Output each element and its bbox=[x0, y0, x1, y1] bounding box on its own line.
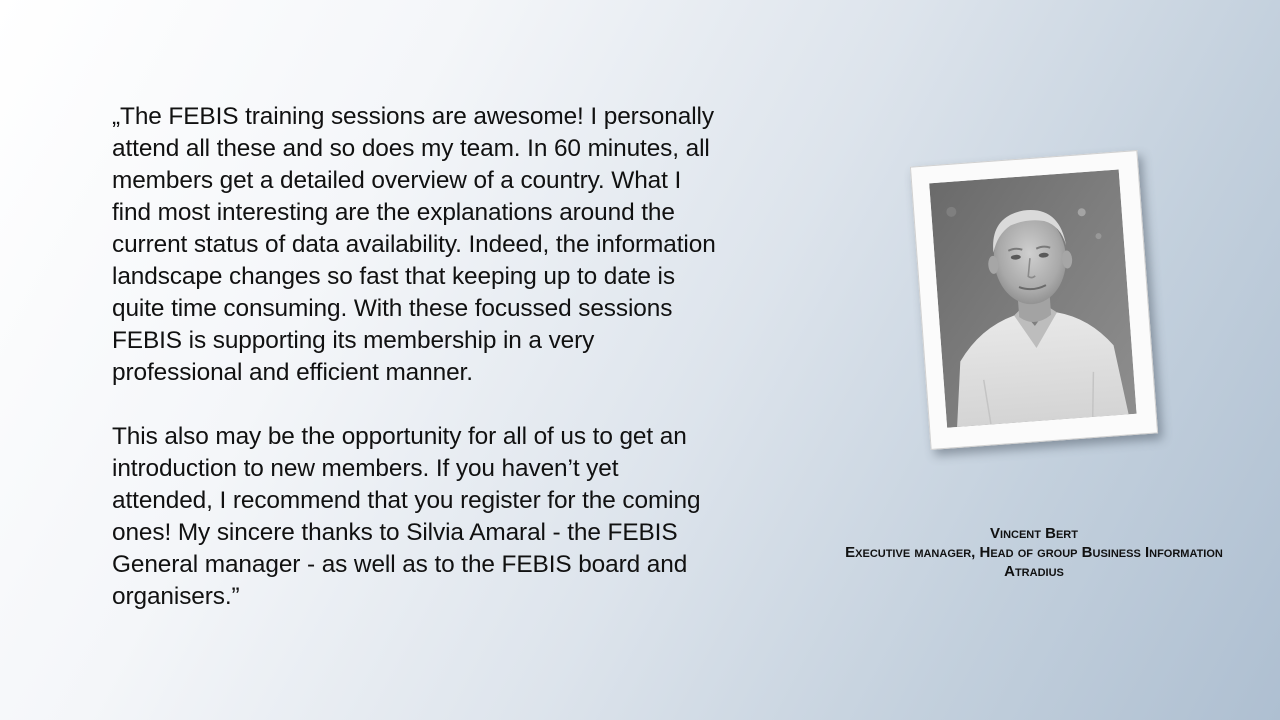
attribution-company: Atradius bbox=[1004, 563, 1064, 580]
portrait-photo-frame bbox=[910, 150, 1158, 450]
testimonial-quote bbox=[112, 101, 792, 613]
attribution bbox=[812, 524, 1256, 581]
attribution-name: Vincent Bert bbox=[990, 525, 1078, 542]
quote-paragraph-2: This also may be the opportunity for all of us to get an introduction to new members. If you haven’t yet attended, I recommend that you register for the coming ones! My sincere thanks to Silvia Amaral - the FEBIS General manager - as well as to the FEBIS board and organisers.” bbox=[112, 423, 701, 610]
portrait-photo bbox=[929, 169, 1136, 427]
attribution-role: Executive manager, Head of group Business Information bbox=[845, 544, 1223, 561]
quote-paragraph-1: „The FEBIS training sessions are awesome! I personally attend all these and so does my team. In 60 minutes, all members get a detailed overview of a country. What I find most interesting are the explanations around the current status of data availability. Indeed, the information landscape changes so fast that keeping up to date is quite time consuming. With these focussed sessions FEBIS is supporting its membership in a very professional and efficient manner. bbox=[112, 103, 716, 386]
